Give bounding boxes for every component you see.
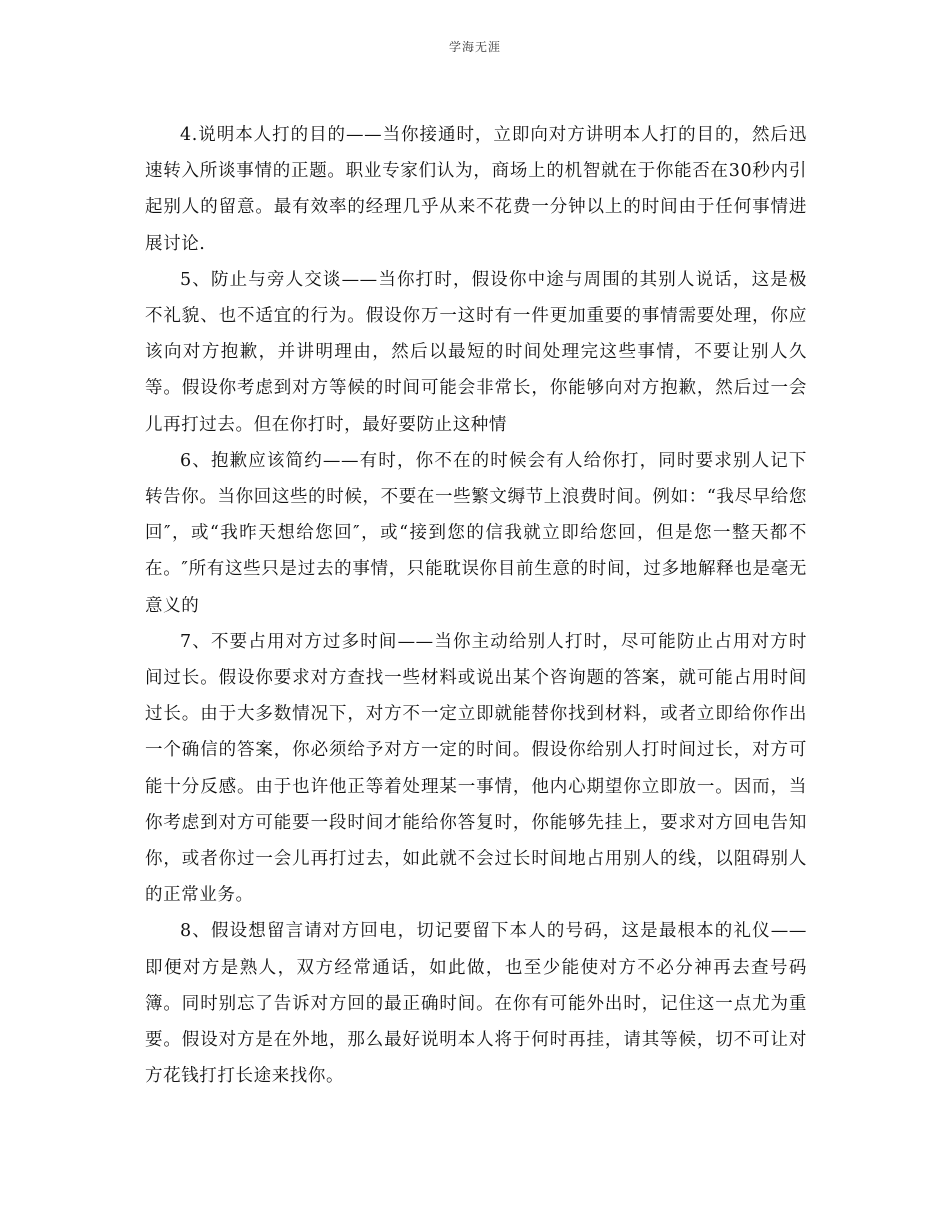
paragraph-item-6: 6、抱歉应该简约——有时，你不在的时候会有人给你打，同时要求别人记下转告你。当你回这些的时候，不要在一些繁文缛节上浪费时间。例如：“我尽早给您回″，或“我昨天想给您回″，或“接到您的信我就立即给您回，但是您一整天都不在。″所有这些只是过去的事情，只能耽误你目前生意的时间，过多地解释也是毫无意义的 [145, 450, 807, 616]
page-header: 学海无涯 [448, 40, 501, 54]
document-body [145, 117, 807, 1094]
paragraph-item-8: 8、假设想留言请对方回电，切记要留下本人的号码，这是最根本的礼仪——即便对方是熟人，双方经常通话，如此做，也至少能使对方不必分神再去查号码簿。同时别忘了告诉对方回的最正确时间。在你有可能外出时，记住这一点尤为重要。假设对方是在外地，那么最好说明本人将于何时再挂，请其等候，切不可让对方花钱打打长途来找你。 [145, 921, 807, 1087]
paragraph-item-7: 7、不要占用对方过多时间——当你主动给别人打时，尽可能防止占用对方时间过长。假设你要求对方查找一些材料或说出某个咨询题的答案，就可能占用时间过长。由于大多数情况下，对方不一定立即就能替你找到材料，或者立即给你作出一个确信的答案，你必须给予对方一定的时间。假设你给别人打时间过长，对方可能十分反感。由于也许他正等着处理某一事情，他内心期望你立即放一。因而，当你考虑到对方可能要一段时间才能给你答复时，你能够先挂上，要求对方回电告知你，或者你过一会儿再打过去，如此就不会过长时间地占用别人的线，以阻碍别人的正常业务。 [145, 631, 807, 906]
paragraph-item-4: 4.说明本人打的目的——当你接通时，立即向对方讲明本人打的目的，然后迅速转入所谈事情的正题。职业专家们认为，商场上的机智就在于你能否在30秒内引起别人的留意。最有效率的经理几乎从来不花费一分钟以上的时间由于任何事情进展讨论. [145, 125, 807, 254]
paragraph-item-5: 5、防止与旁人交谈——当你打时，假设你中途与周围的其别人说话，这是极不礼貌、也不适宜的行为。假设你万一这时有一件更加重要的事情需要处理，你应该向对方抱歉，并讲明理由，然后以最短的时间处理完这些事情，不要让别人久等。假设你考虑到对方等候的时间可能会非常长，你能够向对方抱歉，然后过一会儿再打过去。但在你打时，最好要防止这种情 [145, 269, 807, 435]
